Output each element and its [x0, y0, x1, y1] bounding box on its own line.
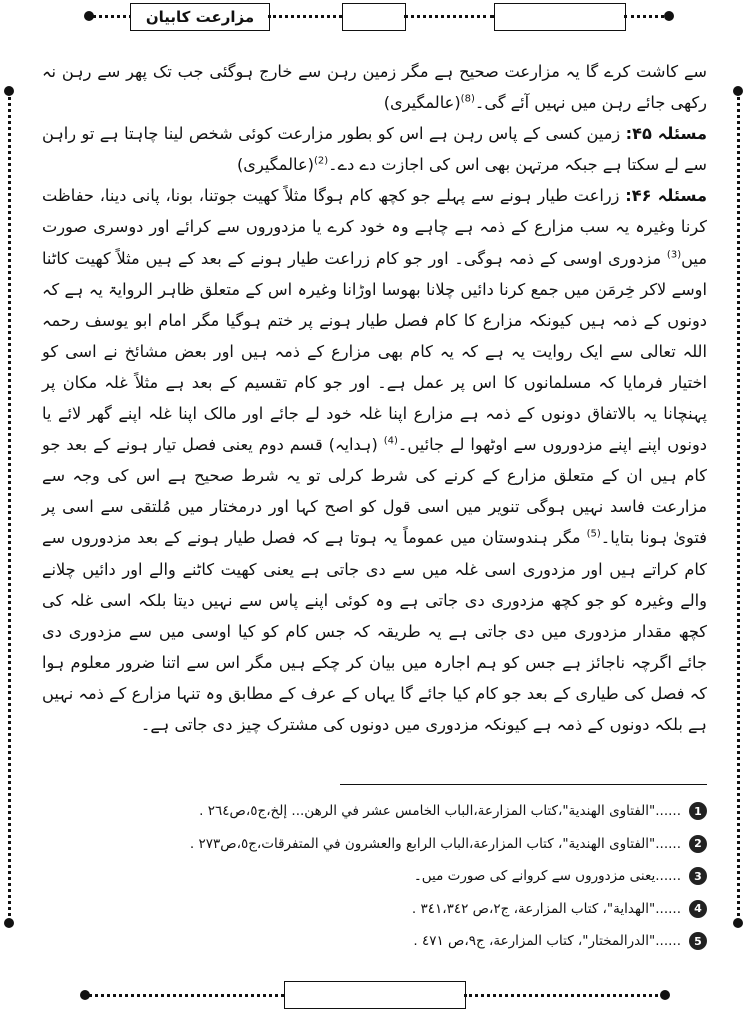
header-dotted-rule-mid-1	[268, 15, 342, 18]
right-border-ornament-top	[733, 86, 743, 96]
footnote-text: ......یعنی مزدوروں سے کروانے کی صورت میں۔	[413, 868, 681, 885]
footnote-ref: (5)	[586, 529, 601, 541]
header-dotted-rule-mid-2	[404, 15, 494, 18]
header-ornament-right	[664, 11, 674, 21]
right-dotted-border	[737, 92, 740, 922]
header-small-box	[342, 3, 406, 31]
footnote-ref: (2)	[313, 155, 329, 167]
text-segment: (عالمگیری)	[236, 155, 314, 175]
footer-dotted-rule-left	[84, 994, 284, 997]
footnote-number: 2	[689, 835, 707, 853]
footnote-text: ......"الفتاوى الهندية"،كتاب المزارعة،الباب الخامس عشر في الرهن... إلخ،ج٥،ص٢٦٤ .	[199, 803, 681, 820]
masala-label: مسئلہ ۴۵:	[625, 124, 707, 144]
footnote-number: 5	[689, 932, 707, 950]
text-segment: مگر ہندوستان میں عموماً یہ ہوتا ہے کہ فصل طیار ہونے کے بعد مزدوروں سے کام کراتے ہیں اور مزدوری اسی غلہ میں سے دی جاتی ہے یعنی کھیت کاٹنے والے اور دائیں چلانے والے وغیرہ کو جو کچھ مزدوری دی جاتی ہے وہ کوئی اپنے پاس سے نہیں دیتا بلکہ اسی غلہ کی کچھ مقدار مزدوری میں دی جاتی ہے یہ طریقہ کہ جس کام کو کیا اوسی میں سے مزدوری دی جائے اگرچہ ناجائز ہے جس کو ہم اجارہ میں بیان کر چکے ہیں مگر اس سے اتنا ضرور معلوم ہوا کہ فصل کی طیاری کے بعد جو کام کیا جائے گا یہاں کے عرف کے مطابق وہ تنہا مزارع کے ذمہ نہیں ہے بلکہ دونوں کے ذمہ ہے کیونکہ مزدوری میں دونوں کی مشترک چیز دی جاتی ہے۔	[42, 528, 707, 734]
footnote-number: 1	[689, 802, 707, 820]
footnote	[42, 795, 707, 828]
footnote	[42, 860, 707, 893]
footer-ornament-right	[660, 990, 670, 1000]
footnote-ref: (8)	[460, 93, 475, 105]
footnote	[42, 925, 707, 958]
footer-ornament-left	[80, 990, 90, 1000]
text-segment: (عالمگیری)	[383, 93, 461, 113]
footnote-text: ......"الهداية"، كتاب المزارعة، ج٢،ص ٣٤١،٣٤٢ .	[411, 900, 681, 917]
header-title-box	[130, 3, 270, 31]
left-border-ornament-top	[4, 86, 14, 96]
header-ornament-left	[84, 11, 94, 21]
text-segment: مزدوری اوسی کے ذمہ ہوگی۔ اور جو کام زراعت طیار ہونے کے بعد کے ہیں مثلاً کھیت کاٹنا اوسے لاکر خِرمَن میں جمع کرنا دائیں چلانا بھوسا اوڑانا وغیرہ اس کے متعلق ظاہر الروایۃ یہ ہے کہ دونوں کے ذمہ ہیں کیونکہ مزارع کا کام فصل طیار ہونے پر ختم ہوگیا مگر امام ابو یوسف رحمہ اللہ تعالی سے ایک روایت یہ ہے کہ یہ کام بھی مزارع کے ذمہ ہیں اور بعض مشائخ نے اسی کو اختیار فرمایا کہ مسلمانوں کا اس پر عمل ہے۔ اور جو کام تقسیم کے بعد ہے مثلاً غلہ مکان پر پہنچانا یہ بالاتفاق دونوں کے ذمہ ہے مزارع اپنا غلہ خود لے جائے اور مالک اپنا غلہ اپنے گھر لائے یا دونوں اپنے اپنے مزدوروں سے اوٹھوا لے جائیں۔	[42, 248, 707, 455]
footnote-text: ......"الفتاوى الهندية"، كتاب المزارعة،الباب الرابع والعشرون في المتفرقات،ج٥،ص٢٧٣ .	[189, 835, 681, 852]
footnote-ref: (3)	[666, 249, 682, 261]
text-segment: زراعت طیار ہونے سے پہلے جو کچھ کام ہوگا مثلاً کھیت جوتنا، بونا، پانی دینا، حفاظت کرنا وغیرہ یہ سب مزارع کے ذمہ ہے چاہے وہ خود کرے یا مزدوروں سے کرائے اور دوسری صورت میں	[42, 186, 707, 268]
footnotes-list	[42, 795, 707, 958]
left-dotted-border	[8, 92, 11, 922]
text-segment: سے کاشت کرے گا یہ مزارعت صحیح ہے مگر زمین رہن سے خارج ہوگئی جب تک پھر سے رہن نہ رکھی جائے رہن میں نہیں آئے گی۔	[42, 62, 707, 113]
footnote-separator	[340, 784, 707, 785]
text-segment: (ہدایہ) قسم دوم یعنی فصل تیار ہونے کے بعد جو کام ہیں ان کے متعلق مزارع کے کرنے کی شرط کرلی تو یہ شرط صحیح ہے اس کی وجہ سے مزارعت فاسد نہیں ہوگی تنویر میں اسی قول کو اصح کہا اور درمختار میں مُلتقی سے اسی پر فتویٰ ہونا بتایا۔	[42, 435, 707, 548]
footnote-ref: (4)	[383, 435, 398, 447]
footnote	[42, 893, 707, 926]
paragraph	[42, 56, 707, 118]
main-text	[42, 56, 707, 740]
masala-label: مسئلہ ۴۶:	[625, 186, 707, 206]
footer-dotted-rule-right	[464, 994, 664, 997]
text-segment: زمین کسی کے پاس رہن ہے اس کو بطور مزارعت کوئی شخص لینا چاہتا ہے تو راہن سے لے سکتا ہے جبکہ مرتہن بھی اس کی اجازت دے دے۔	[42, 124, 707, 175]
footnote-number: 3	[689, 867, 707, 885]
right-border-ornament-bottom	[733, 918, 743, 928]
footnote-text: ......"الدرالمختار"، كتاب المزارعة، ج٩،ص ٤٧١ .	[413, 933, 681, 950]
paragraph	[42, 180, 707, 740]
footer-box	[284, 981, 466, 1009]
paragraph	[42, 118, 707, 180]
page-title: مزارعت کابیان	[145, 8, 255, 26]
left-border-ornament-bottom	[4, 918, 14, 928]
footnote	[42, 828, 707, 861]
footnote-number: 4	[689, 900, 707, 918]
header-page-box	[494, 3, 626, 31]
